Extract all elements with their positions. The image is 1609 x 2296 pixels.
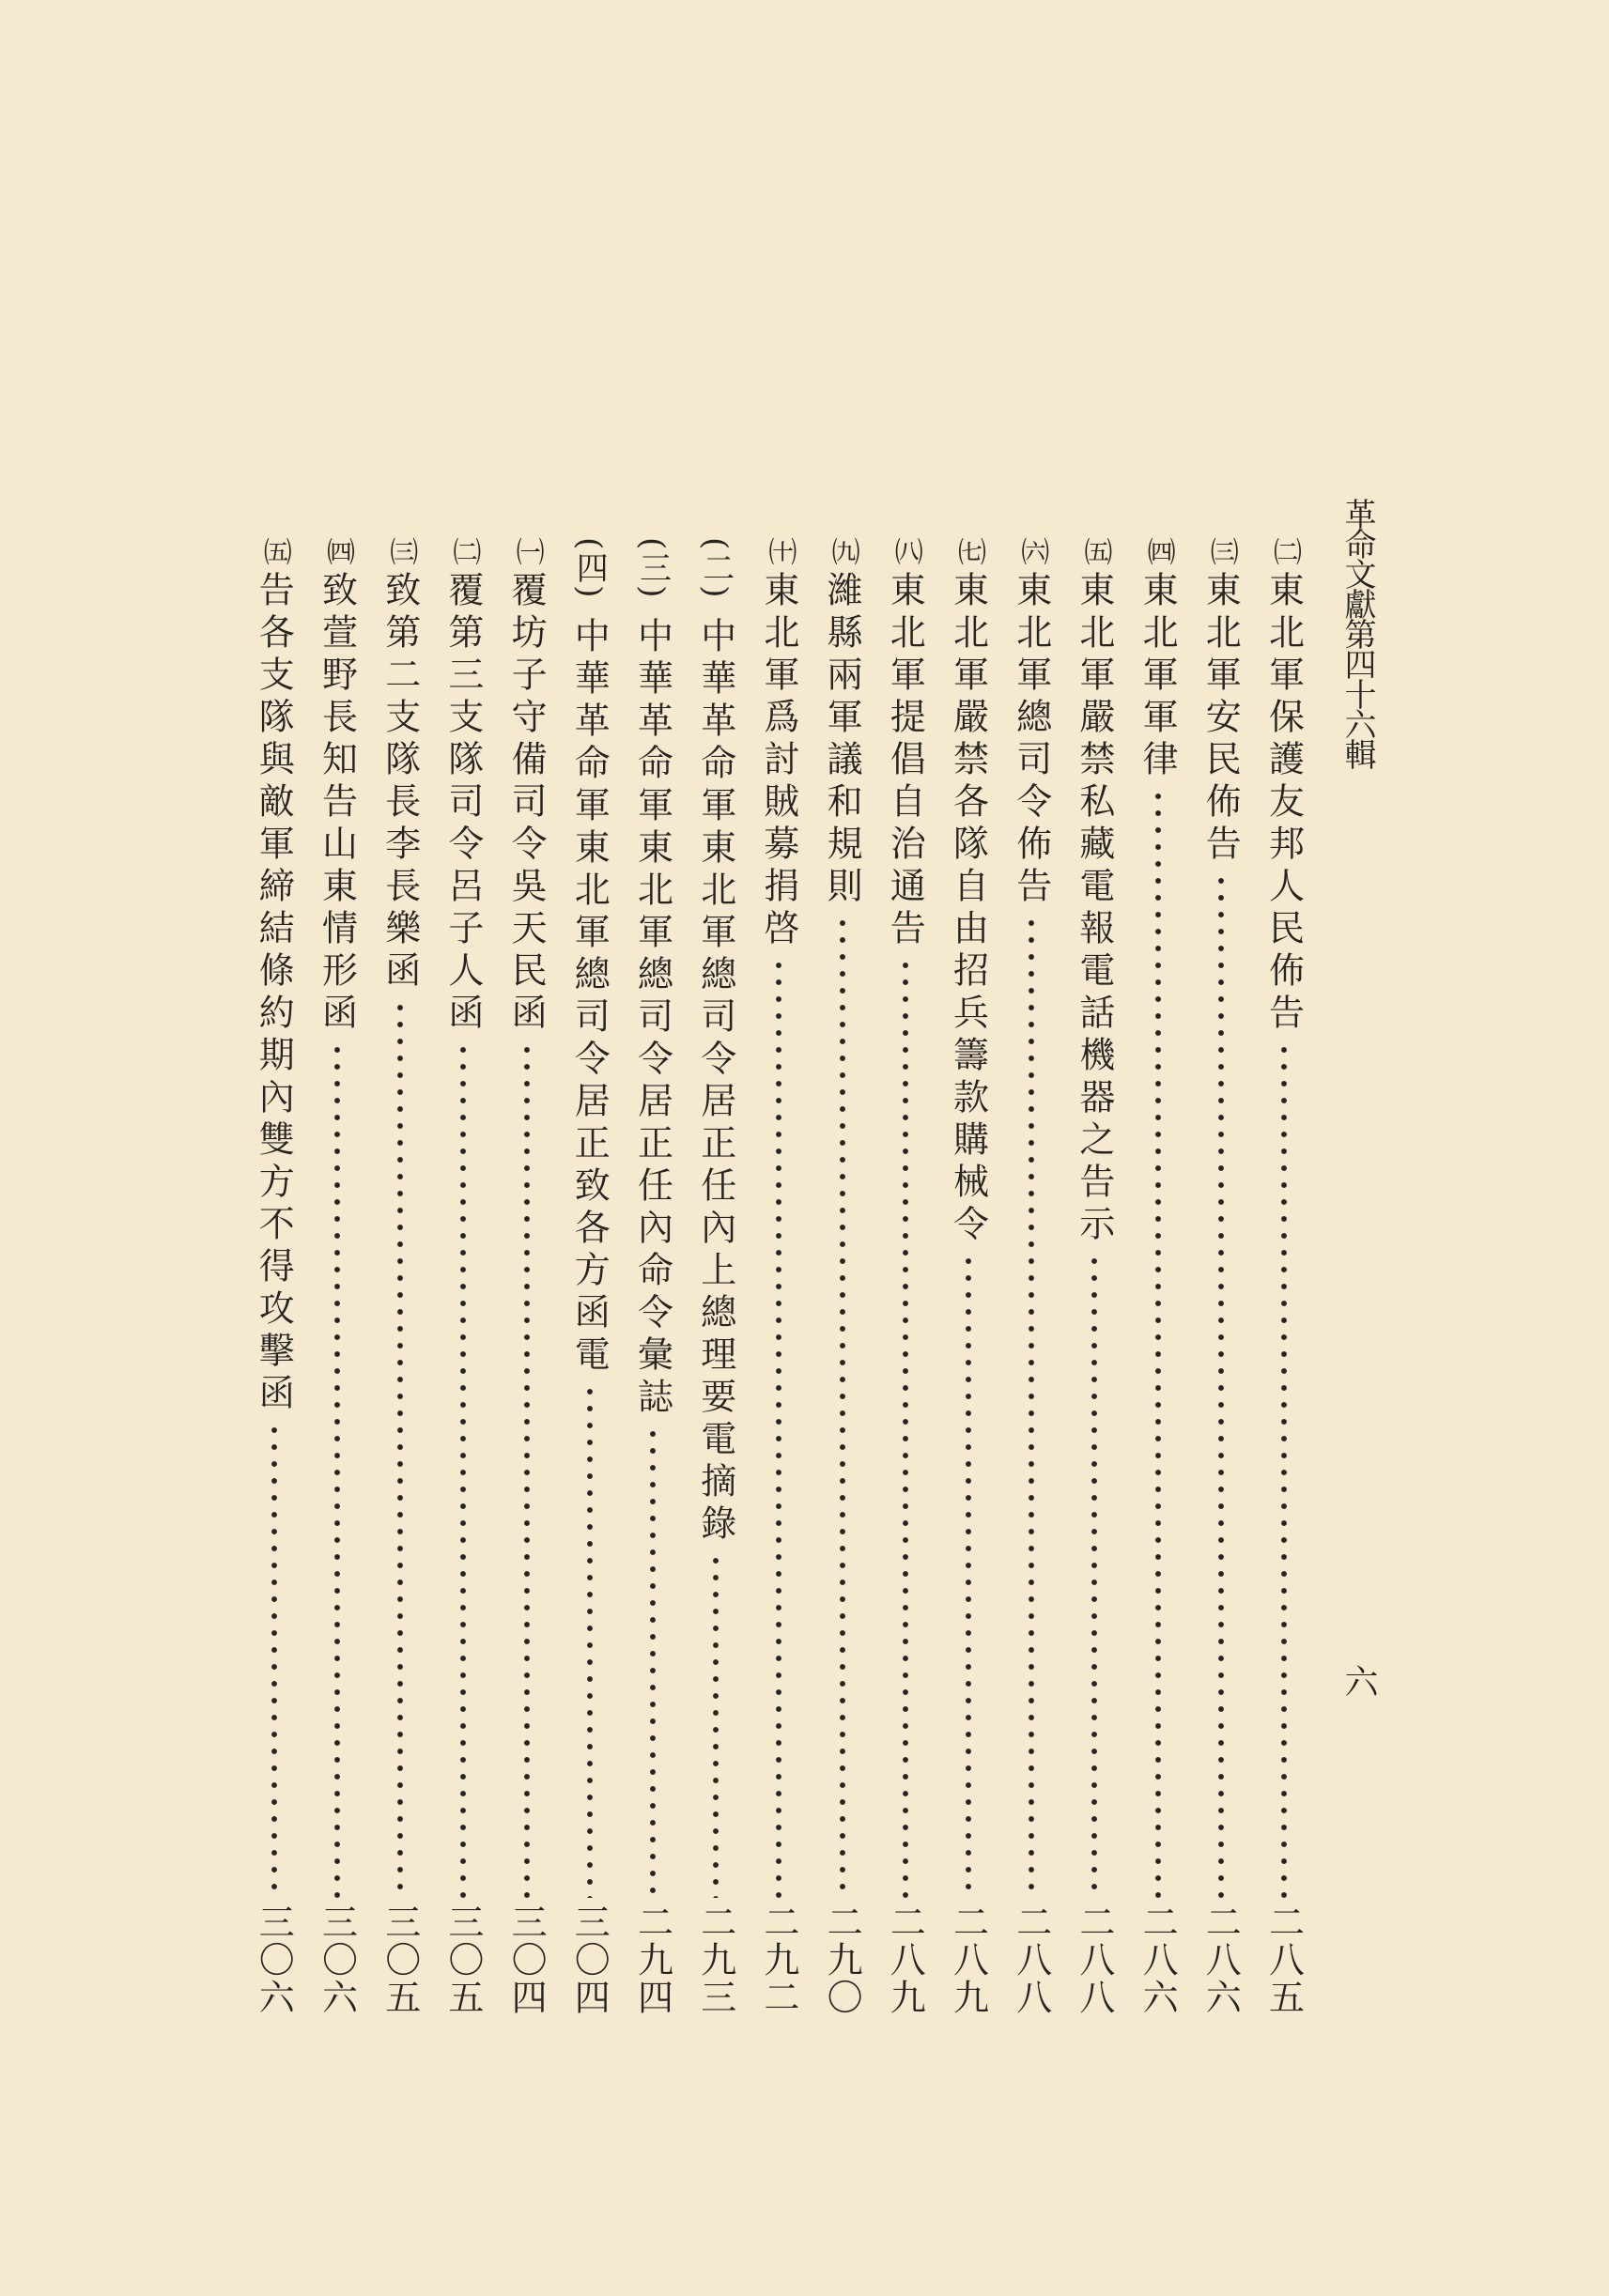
dot-leader [569,1383,611,1898]
dot-leader [632,1425,673,1898]
toc-entry-marker: ㈤ [1078,537,1112,565]
toc-entry[interactable] [822,537,863,2016]
toc-entry-marker: ㈨ [826,537,859,565]
dot-leader [1263,1041,1305,1898]
toc-entry-title: 東北軍軍律 [1137,571,1179,782]
toc-entry[interactable] [1263,537,1305,2016]
dot-leader [1137,788,1179,1898]
toc-entry-marker: ㈦ [952,537,985,565]
dot-leader [317,1041,358,1898]
page-number: 六 [1339,1664,1378,1698]
toc-entry-title: 濰縣兩軍議和規則 [821,571,863,909]
toc-entry-title: 中華革命軍東北軍總司令居正任內上總理要電摘錄 [694,616,736,1547]
toc-entry-marker: ㈢ [384,537,418,565]
toc-entry-title: 覆坊子守備司令吳天民函 [505,571,548,1036]
toc-entry-page: 三〇六 [316,1903,358,2016]
toc-entry-title: 東北軍爲討賊募捐啓 [757,571,799,951]
toc-entry-marker: ㈩ [763,537,797,565]
toc-entry-page: 二八六 [1199,1903,1242,2016]
running-header-title: 革命文獻第四十六輯 [1338,498,1376,768]
toc-entry[interactable] [885,537,926,2016]
toc-entry-page: 三〇五 [441,1903,484,2016]
toc-entry[interactable] [1011,537,1052,2016]
toc-entry-title: 告各支隊與敵軍締結條約期內雙方不得攻擊函 [253,571,295,1416]
toc-entry-title: 東北軍嚴禁各隊自由招兵籌款購械令 [947,571,989,1247]
dot-leader [379,999,421,1898]
toc-entry-marker: ㈠ [510,537,544,565]
toc-entry-marker: ㈣ [1141,537,1175,565]
toc-entry-marker: ㈤ [257,537,291,565]
toc-entry[interactable] [695,537,736,2016]
toc-entry-page: 三〇五 [379,1903,421,2016]
toc-entry-marker: ㈥ [1015,537,1049,565]
toc-entry[interactable] [506,537,548,2016]
dot-leader [822,915,863,1898]
toc-entry-page: 二九〇 [821,1903,863,2016]
toc-entry-title: 中華革命軍東北軍總司令居正致各方函電 [568,616,611,1378]
toc-entry-page: 二八八 [1010,1903,1052,2016]
toc-entry-title: 致萱野長知告山東情形函 [316,571,358,1036]
toc-entry[interactable] [317,537,358,2016]
toc-entry-marker: (三) [633,537,672,600]
toc-entry-page: 三〇四 [568,1903,611,2016]
toc-entry[interactable] [758,537,799,2016]
toc-entry[interactable] [254,537,295,2016]
dot-leader [1011,915,1052,1898]
toc-entry-page: 二八五 [1262,1903,1305,2016]
toc-entry[interactable] [1074,537,1115,2016]
toc-entry-title: 東北軍總司令佈告 [1010,571,1052,909]
toc-entry[interactable] [379,537,421,2016]
toc-entry-marker: ㈡ [447,537,481,565]
dot-leader [948,1253,989,1898]
toc-entry-title: 東北軍嚴禁私藏電報電話機器之告示 [1073,571,1115,1247]
toc-entry-marker: ㈡ [1268,537,1301,565]
dot-leader [506,1041,548,1898]
toc-entry-title: 覆第三支隊司令呂子人函 [441,571,484,1036]
toc-entry-page: 二八九 [884,1903,926,2016]
toc-entry-marker: (二) [696,537,735,600]
toc-entry-marker: (四) [570,537,609,600]
toc-entry-title: 致第二支隊長李長樂函 [379,571,421,994]
dot-leader [1200,872,1242,1898]
toc-entry-page: 二八九 [947,1903,989,2016]
toc-entry[interactable] [442,537,484,2016]
toc-entry-title: 中華革命軍東北軍總司令居正任內命令彙誌 [631,616,673,1420]
toc-entry-title: 東北軍保護友邦人民佈告 [1262,571,1305,1036]
toc-entry[interactable] [1200,537,1242,2016]
toc-entry-page: 三〇六 [253,1903,295,2016]
toc-entry[interactable] [569,537,611,2016]
dot-leader [758,957,799,1898]
toc-entry[interactable] [632,537,673,2016]
toc-entry-page: 二九三 [694,1903,736,2016]
toc-entry-title: 東北軍安民佈告 [1199,571,1242,867]
toc-entry-page: 二九四 [631,1903,673,2016]
toc-entry-page: 二九二 [757,1903,799,2016]
toc-entry-page: 三〇四 [505,1903,548,2016]
dot-leader [695,1552,736,1898]
toc-entry-marker: ㈢ [1204,537,1238,565]
dot-leader [254,1422,295,1898]
dot-leader [1074,1253,1115,1898]
dot-leader [885,957,926,1898]
toc-entry-marker: ㈣ [321,537,354,565]
toc-entry-title: 東北軍提倡自治通告 [884,571,926,951]
toc-entry[interactable] [1137,537,1179,2016]
toc-entry[interactable] [948,537,989,2016]
dot-leader [442,1041,484,1898]
toc-entry-page: 二八八 [1073,1903,1115,2016]
toc-entry-marker: ㈧ [889,537,922,565]
toc-entry-page: 二八六 [1137,1903,1179,2016]
